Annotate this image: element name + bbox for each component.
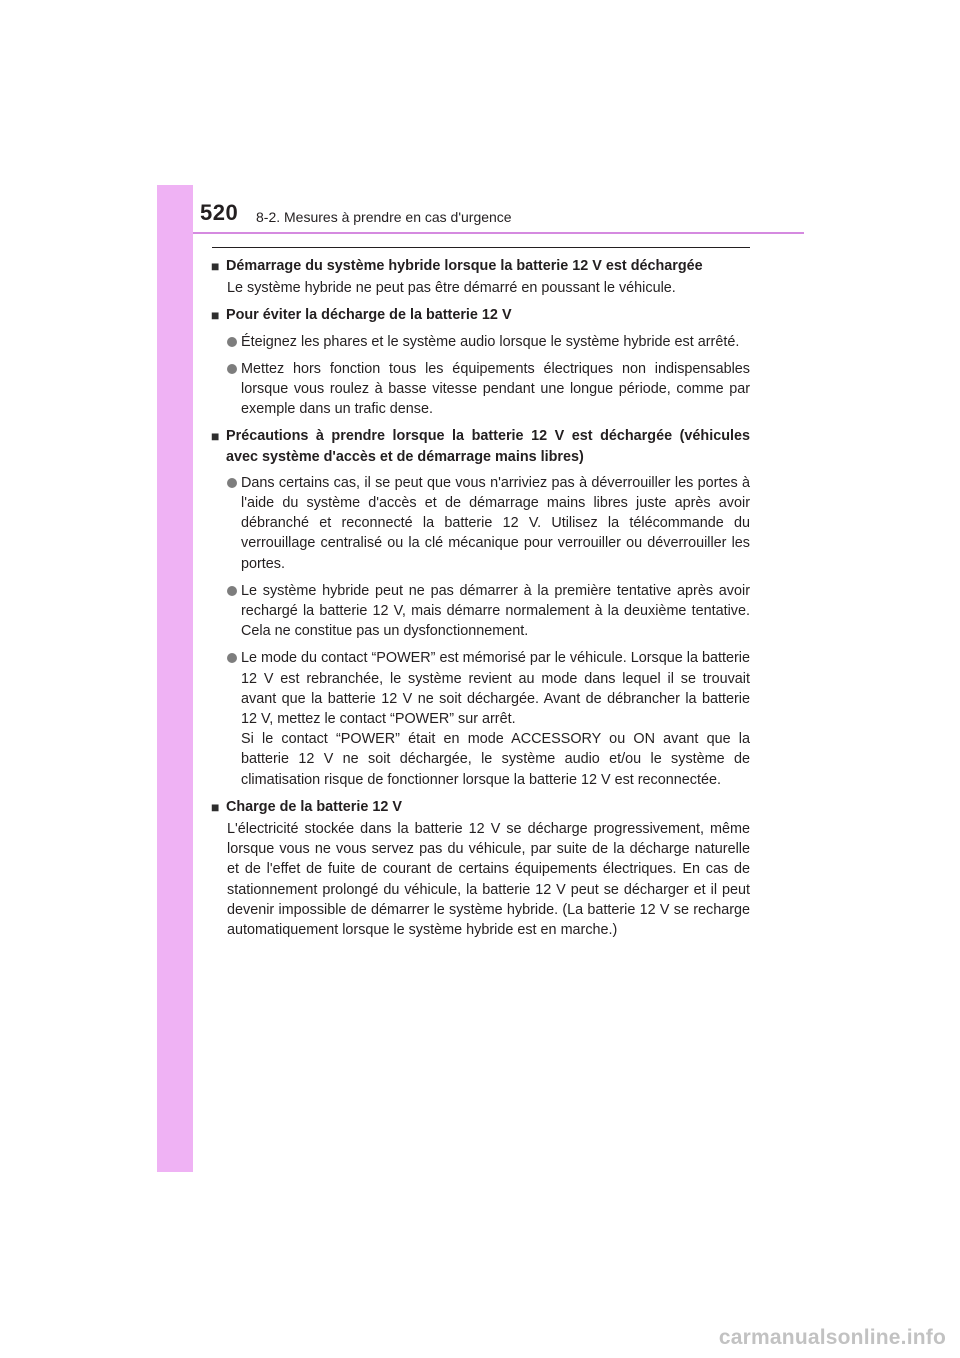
header-line	[193, 232, 804, 234]
list-item	[211, 648, 750, 789]
list-item: Dans certains cas, il se peut que vous n'arriviez pas à déverrouiller les portes à l'aide du système d'accès et de démarrage mains libres juste après avoir débranché et reconnecté la batterie 12 V. Utilisez la télécommande du verrouillage centralisé ou la clé mécanique pour verrouiller ou déverrouiller les portes.	[211, 473, 750, 574]
bullet-icon	[226, 473, 241, 574]
bullet-icon	[226, 581, 241, 642]
section-heading-2: ■ Pour éviter la décharge de la batterie 12 V	[211, 305, 750, 325]
page-content	[211, 256, 750, 940]
content-rule	[212, 247, 750, 248]
section-heading-1: ■ Démarrage du système hybride lorsque la batterie 12 V est déchargée	[211, 256, 750, 276]
list-item: Mettez hors fonction tous les équipements électriques non indispensables lorsque vous roulez à basse vitesse pendant une longue période, comme par exemple dans un trafic dense.	[211, 359, 750, 420]
square-icon: ■	[211, 428, 220, 445]
watermark: carmanualsonline.info	[718, 1326, 946, 1349]
section-paragraph-1: Le système hybride ne peut pas être démarré en poussant le véhicule.	[227, 280, 676, 297]
list-item-text: Le mode du contact “POWER” est mémorisé par le véhicule. Lorsque la batterie 12 V est rebranchée, le système revient au mode dans lequel il se trouvait avant que la batterie 12 V ne soit déchargée. Avant de débrancher la batterie 12 V, mettez le contact “POWER” sur arrêt.	[241, 650, 750, 728]
section-title: 8-2. Mesures à prendre en cas d'urgence	[256, 209, 512, 225]
square-icon: ■	[211, 798, 220, 815]
chapter-tab-sidebar	[157, 185, 193, 1172]
list-item: Éteignez les phares et le système audio lorsque le système hybride est arrêté.	[211, 332, 750, 352]
bullet-icon	[226, 359, 241, 420]
list-item: Le système hybride peut ne pas démarrer à la première tentative après avoir rechargé la batterie 12 V, mais démarre normalement à la deuxième tentative. Cela ne constitue pas un dysfonctionnement.	[211, 581, 750, 642]
section-heading-4: ■ Charge de la batterie 12 V	[211, 797, 750, 817]
section-paragraph-4: L'électricité stockée dans la batterie 12 V se décharge progressivement, même lorsque vous ne vous servez pas du véhicule, par suite de la décharge naturelle et de l'effet de fuite de courant de certains équipements électriques. En cas de stationnement prolongé du véhicule, la batterie 12 V peut se décharger et il peut devenir impossible de démarrer le système hybride. (La batterie 12 V se recharge automatiquement lorsque le système hybride est en marche.)	[227, 821, 750, 939]
bullet-icon	[226, 332, 241, 352]
list-item-continuation: Si le contact “POWER” était en mode ACCESSORY ou ON avant que la batterie 12 V ne soit déchargée, le système audio et/ou le système de climatisation risque de fonctionner lorsque la batterie 12 V est reconnectée.	[241, 731, 750, 788]
bullet-icon	[226, 648, 241, 789]
section-heading-3: ■ Précautions à prendre lorsque la batterie 12 V est déchargée (véhicules avec système d'accès et de démarrage mains libres)	[211, 426, 750, 466]
square-icon: ■	[211, 258, 220, 274]
page-number: 520	[200, 200, 239, 225]
square-icon: ■	[211, 307, 220, 324]
